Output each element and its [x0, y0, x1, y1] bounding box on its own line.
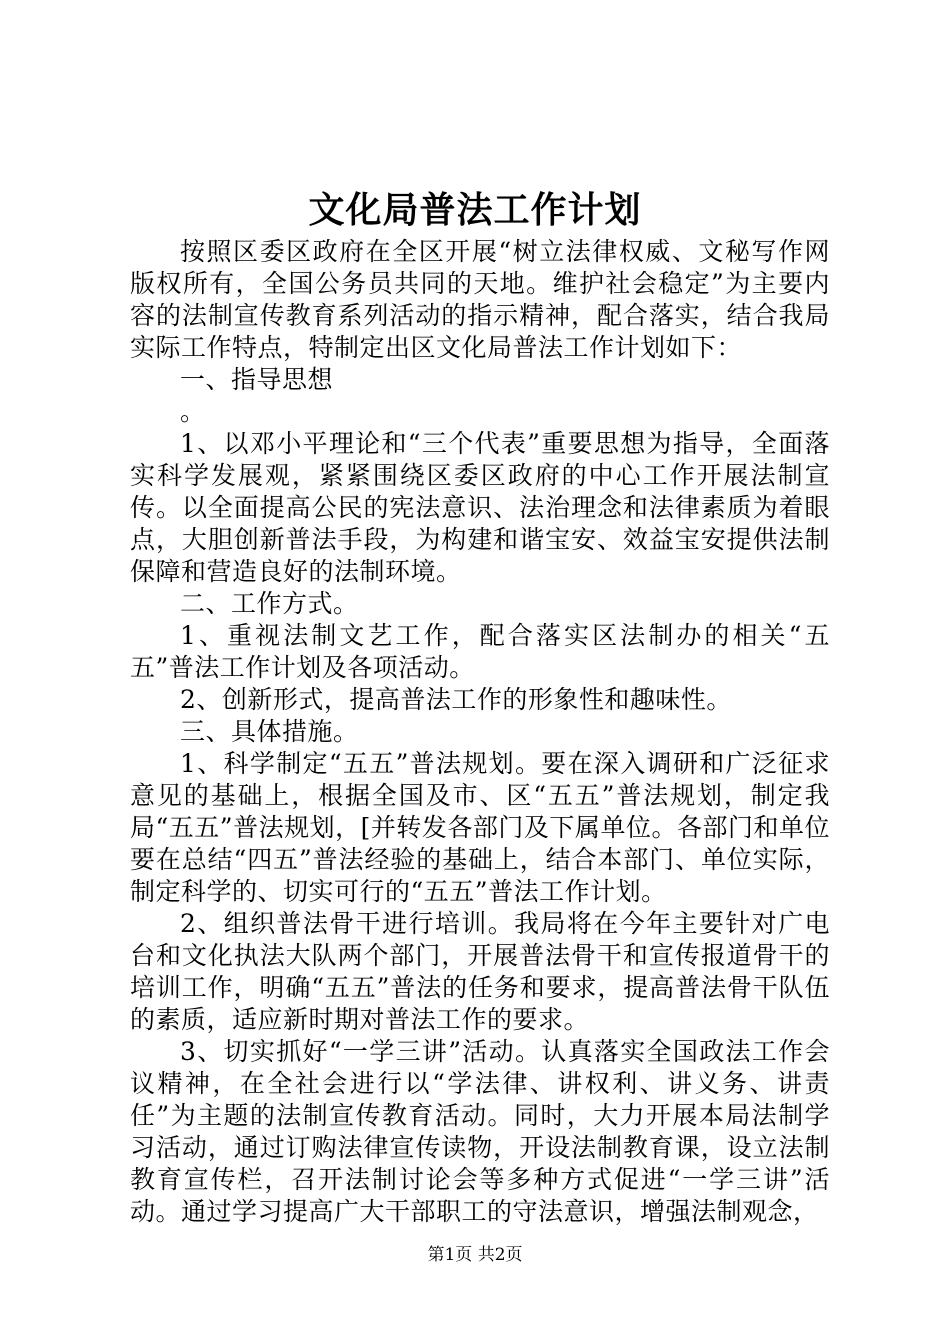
intro-paragraph: 按照区委区政府在全区开展“树立法律权威、文秘写作网版权所有，全国公务员共同的天地。维护社会稳定”为主要内容的法制宣传教育系列活动的指示精神，配合落实，结合我局实际工作特点，特制定出区文化局普法工作计划如下： — [130, 237, 830, 362]
section-heading-guiding-ideology: 一、指导思想 — [180, 365, 334, 394]
document-body — [130, 236, 830, 1228]
stray-period: 。 — [180, 397, 206, 426]
page-number-footer: 第1页 共2页 — [427, 1245, 523, 1265]
section-heading-work-methods: 二、工作方式。 — [180, 589, 359, 618]
section-heading-specific-measures: 三、具体措施。 — [180, 717, 359, 746]
measures-item-2: 2、组织普法骨干进行培训。我局将在今年主要针对广电台和文化执法大队两个部门，开展普法骨干和宣传报道骨干的培训工作，明确“五五”普法的任务和要求，提高普法骨干队伍的素质，适应新时期对普法工作的要求。 — [130, 909, 830, 1034]
document-title: 文化局普法工作计划 — [308, 189, 642, 231]
work-methods-item-2: 2、创新形式，提高普法工作的形象性和趣味性。 — [180, 685, 732, 714]
measures-item-3: 3、切实抓好“一学三讲”活动。认真落实全国政法工作会议精神，在全社会进行以“学法律、讲权利、讲义务、讲责任”为主题的法制宣传教育活动。同时，大力开展本局法制学习活动，通过订购法律宣传读物，开设法制教育课，设立法制教育宣传栏，召开法制讨论会等多种方式促进“一学三讲”活动。通过学习提高广大干部职工的守法意识，增强法制观念， — [130, 1037, 830, 1226]
guiding-ideology-item-1: 1、以邓小平理论和“三个代表”重要思想为指导，全面落实科学发展观，紧紧围绕区委区政府的中心工作开展法制宣传。以全面提高公民的宪法意识、法治理念和法律素质为着眼点，大胆创新普法手段，为构建和谐宝安、效益宝安提供法制保障和营造良好的法制环境。 — [130, 429, 830, 586]
measures-item-1: 1、科学制定“五五”普法规划。要在深入调研和广泛征求意见的基础上，根据全国及市、区“五五”普法规划，制定我局“五五”普法规划，[并转发各部门及下属单位。各部门和单位要在总结“四五”普法经验的基础上，结合本部门、单位实际，制定科学的、切实可行的“五五”普法工作计划。 — [130, 749, 830, 906]
work-methods-item-1: 1、重视法制文艺工作，配合落实区法制办的相关“五五”普法工作计划及各项活动。 — [130, 621, 830, 682]
